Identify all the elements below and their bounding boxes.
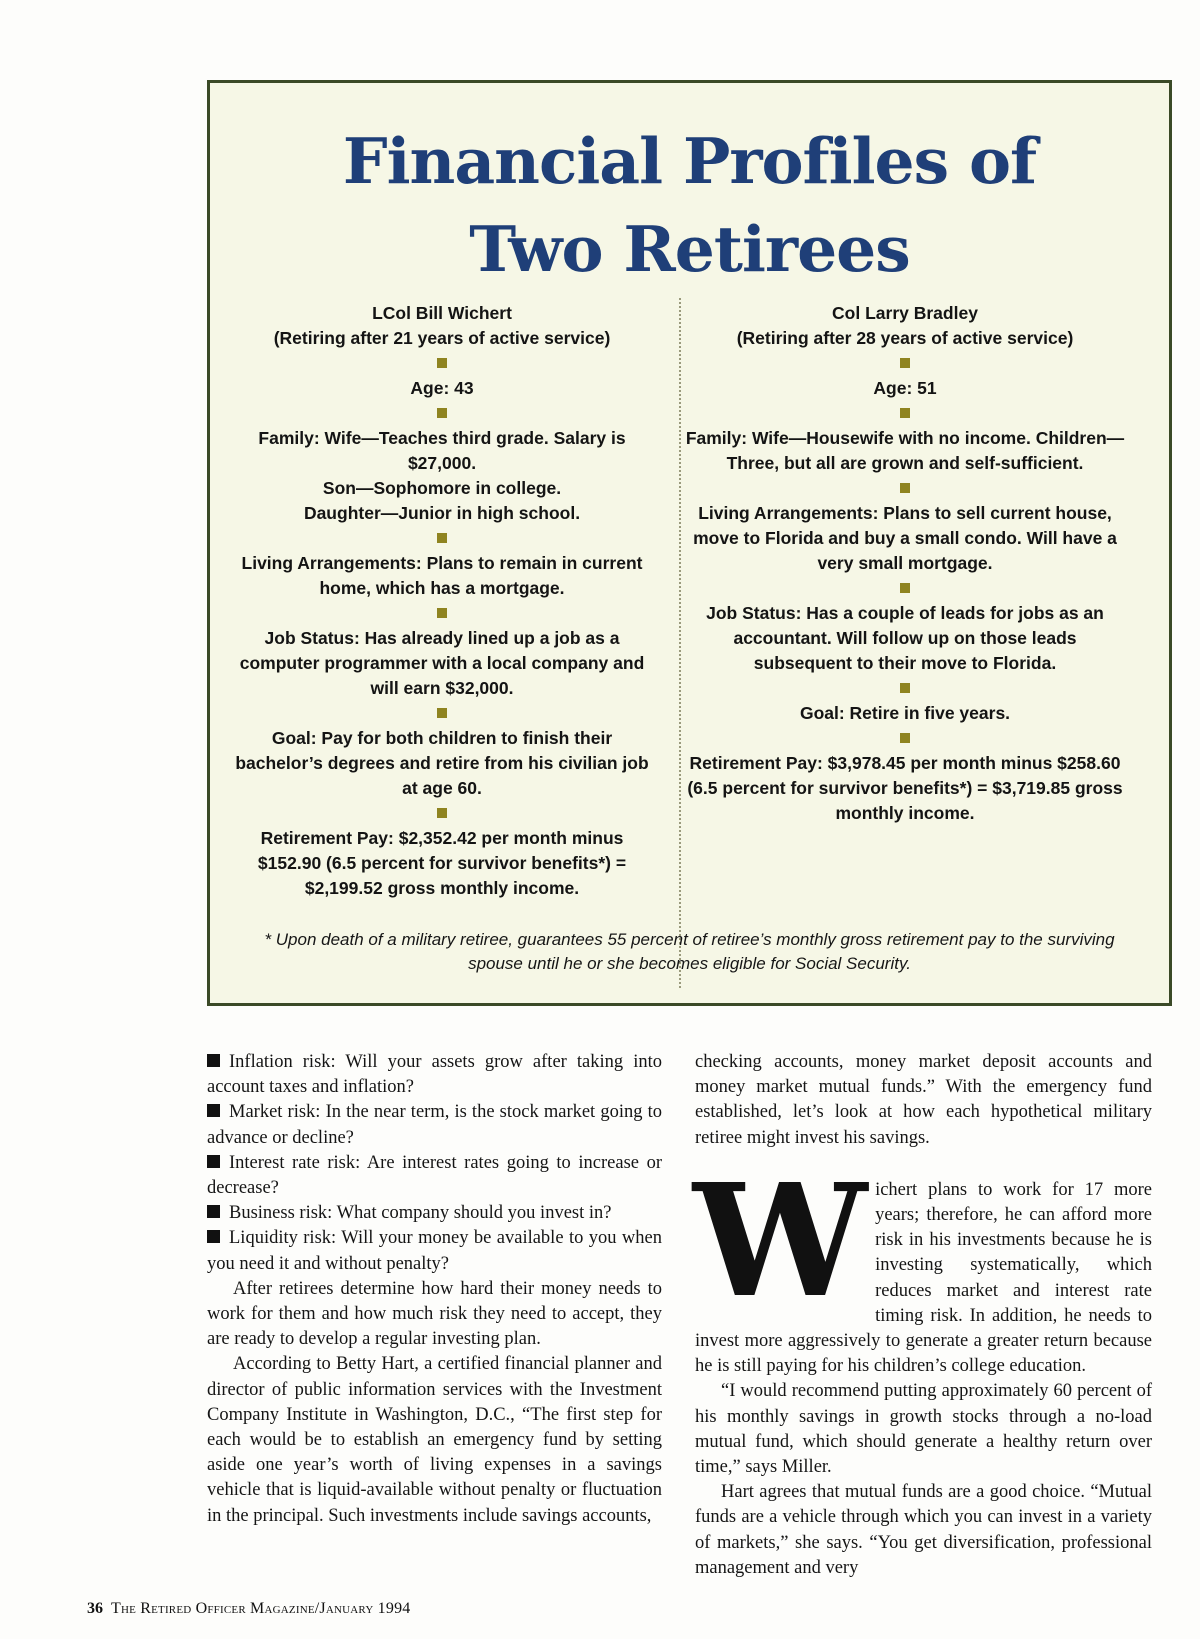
profile-family: Family: Wife—Housewife with no income. Children—Three, but all are grown and self-sufficient. <box>685 428 1125 473</box>
square-bullet-icon <box>900 683 910 693</box>
profile-family-son: Son—Sophomore in college. <box>322 478 562 498</box>
body-paragraph: After retirees determine how hard their money needs to work for them and how much risk they need to accept, they are ready to develop a regular investing plan. <box>207 1278 662 1350</box>
sidebar-footnote: * Upon death of a military retiree, guarantees 55 percent of retiree’s monthly gross retirement pay to the surviving spouse until he or she becomes eligible for Social Security. <box>264 930 1115 973</box>
body-paragraph-dropcap <box>693 1148 1152 1380</box>
article-column-right <box>695 1050 1152 1581</box>
profile-age: Age: 51 <box>873 378 937 398</box>
profile-living: Living Arrangements: Plans to sell current house, move to Florida and buy a small condo. Will have a very small mortgage. <box>693 503 1117 573</box>
sidebar-title <box>210 117 1169 293</box>
square-bullet-icon <box>437 608 447 618</box>
square-bullet-icon <box>207 1205 220 1218</box>
square-bullet-icon <box>900 733 910 743</box>
profile-name: Col Larry Bradley <box>832 303 978 323</box>
risk-text: Inflation risk: Will your assets grow after taking into account taxes and inflation? <box>207 1052 662 1098</box>
profile-family: Family: Wife—Teaches third grade. Salary is $27,000. <box>258 428 626 473</box>
body-paragraph: “I would recommend putting approximately 60 percent of his monthly savings in growth stocks through a no-load mutual fund, which should generate a healthy return over time,” says Miller. <box>695 1381 1152 1478</box>
body-paragraph: checking accounts, money market deposit accounts and money market mutual funds.” With the emergency fund established, let’s look at how each hypothetical military retiree might invest his savings. <box>695 1052 1152 1148</box>
square-bullet-icon <box>207 1104 220 1117</box>
risk-item <box>207 1050 662 1100</box>
risk-item <box>207 1100 662 1150</box>
risk-text: Liquidity risk: Will your money be available to you when you need it and without penalty? <box>207 1228 662 1274</box>
dropcap-paragraph-text: ichert plans to work for 17 more years; therefore, he can afford more risk in his investments because he is investing systematically, which reduces market and interest rate timing risk. In addition, he needs to invest more aggressively to generate a greater return because he is still paying for his children’s college education. <box>695 1179 1152 1377</box>
profile-service: (Retiring after 21 years of active service) <box>273 328 611 348</box>
square-bullet-icon <box>207 1230 220 1243</box>
profile-name: LCol Bill Wichert <box>372 303 512 323</box>
profile-goal: Goal: Retire in five years. <box>799 703 1011 723</box>
sidebar-title-line2: Two Retirees <box>469 212 910 286</box>
profile-pay: Retirement Pay: $2,352.42 per month minus $152.90 (6.5 percent for survivor benefits*) = $2,199.52 gross monthly income. <box>257 828 627 898</box>
publication-name: The Retired Officer Magazine/January 1994 <box>111 1600 411 1617</box>
risk-text: Interest rate risk: Are interest rates going to increase or decrease? <box>207 1152 662 1199</box>
body-paragraph: Hart agrees that mutual funds are a good choice. “Mutual funds are a vehicle through which you can invest in a variety of markets,” she says. “You get diversification, professional management and very <box>695 1482 1152 1578</box>
square-bullet-icon <box>900 483 910 493</box>
risk-item <box>207 1201 662 1226</box>
page-number: 36 <box>87 1600 103 1617</box>
sidebar-title-line1: Financial Profiles of <box>342 124 1037 198</box>
article-column-left <box>207 1050 662 1529</box>
profile-family-daughter: Daughter—Junior in high school. <box>303 503 581 523</box>
square-bullet-icon <box>900 583 910 593</box>
column-divider <box>679 298 681 988</box>
profile-left <box>232 301 652 901</box>
risk-text: Market risk: In the near term, is the stock market going to advance or decline? <box>207 1102 662 1148</box>
profile-job: Job Status: Has a couple of leads for jobs as an accountant. Will follow up on those leads subsequent to their move to Florida. <box>706 603 1104 673</box>
square-bullet-icon <box>437 358 447 368</box>
body-paragraph: According to Betty Hart, a certified financial planner and director of public information services with the Investment Company Institute in Washington, D.C., “The first step for each would be to establish an emergency fund by setting aside one year’s worth of living expenses in a savings vehicle that is liquid-available without penalty or fluctuation in the principal. Such investments include savings accounts, <box>207 1354 662 1526</box>
page-footer <box>87 1600 410 1618</box>
sidebar-box <box>207 80 1172 1006</box>
square-bullet-icon <box>900 358 910 368</box>
profile-service: (Retiring after 28 years of active service) <box>736 328 1074 348</box>
profile-living: Living Arrangements: Plans to remain in current home, which has a mortgage. <box>241 553 643 598</box>
drop-cap: W <box>693 1148 868 1332</box>
square-bullet-icon <box>207 1054 220 1067</box>
profile-goal: Goal: Pay for both children to finish their bachelor’s degrees and retire from his civilian job at age 60. <box>235 728 649 798</box>
square-bullet-icon <box>437 808 447 818</box>
profile-age: Age: 43 <box>410 378 474 398</box>
square-bullet-icon <box>437 533 447 543</box>
square-bullet-icon <box>207 1155 220 1168</box>
square-bullet-icon <box>900 408 910 418</box>
risk-item <box>207 1226 662 1276</box>
risk-text: Business risk: What company should you invest in? <box>229 1203 612 1224</box>
profile-pay: Retirement Pay: $3,978.45 per month minus $258.60 (6.5 percent for survivor benefits*) = $3,719.85 gross monthly income. <box>687 753 1123 823</box>
square-bullet-icon <box>437 408 447 418</box>
profile-right <box>685 301 1125 826</box>
square-bullet-icon <box>437 708 447 718</box>
profile-job: Job Status: Has already lined up a job as a computer programmer with a local company and will earn $32,000. <box>239 628 645 698</box>
risk-item <box>207 1151 662 1201</box>
